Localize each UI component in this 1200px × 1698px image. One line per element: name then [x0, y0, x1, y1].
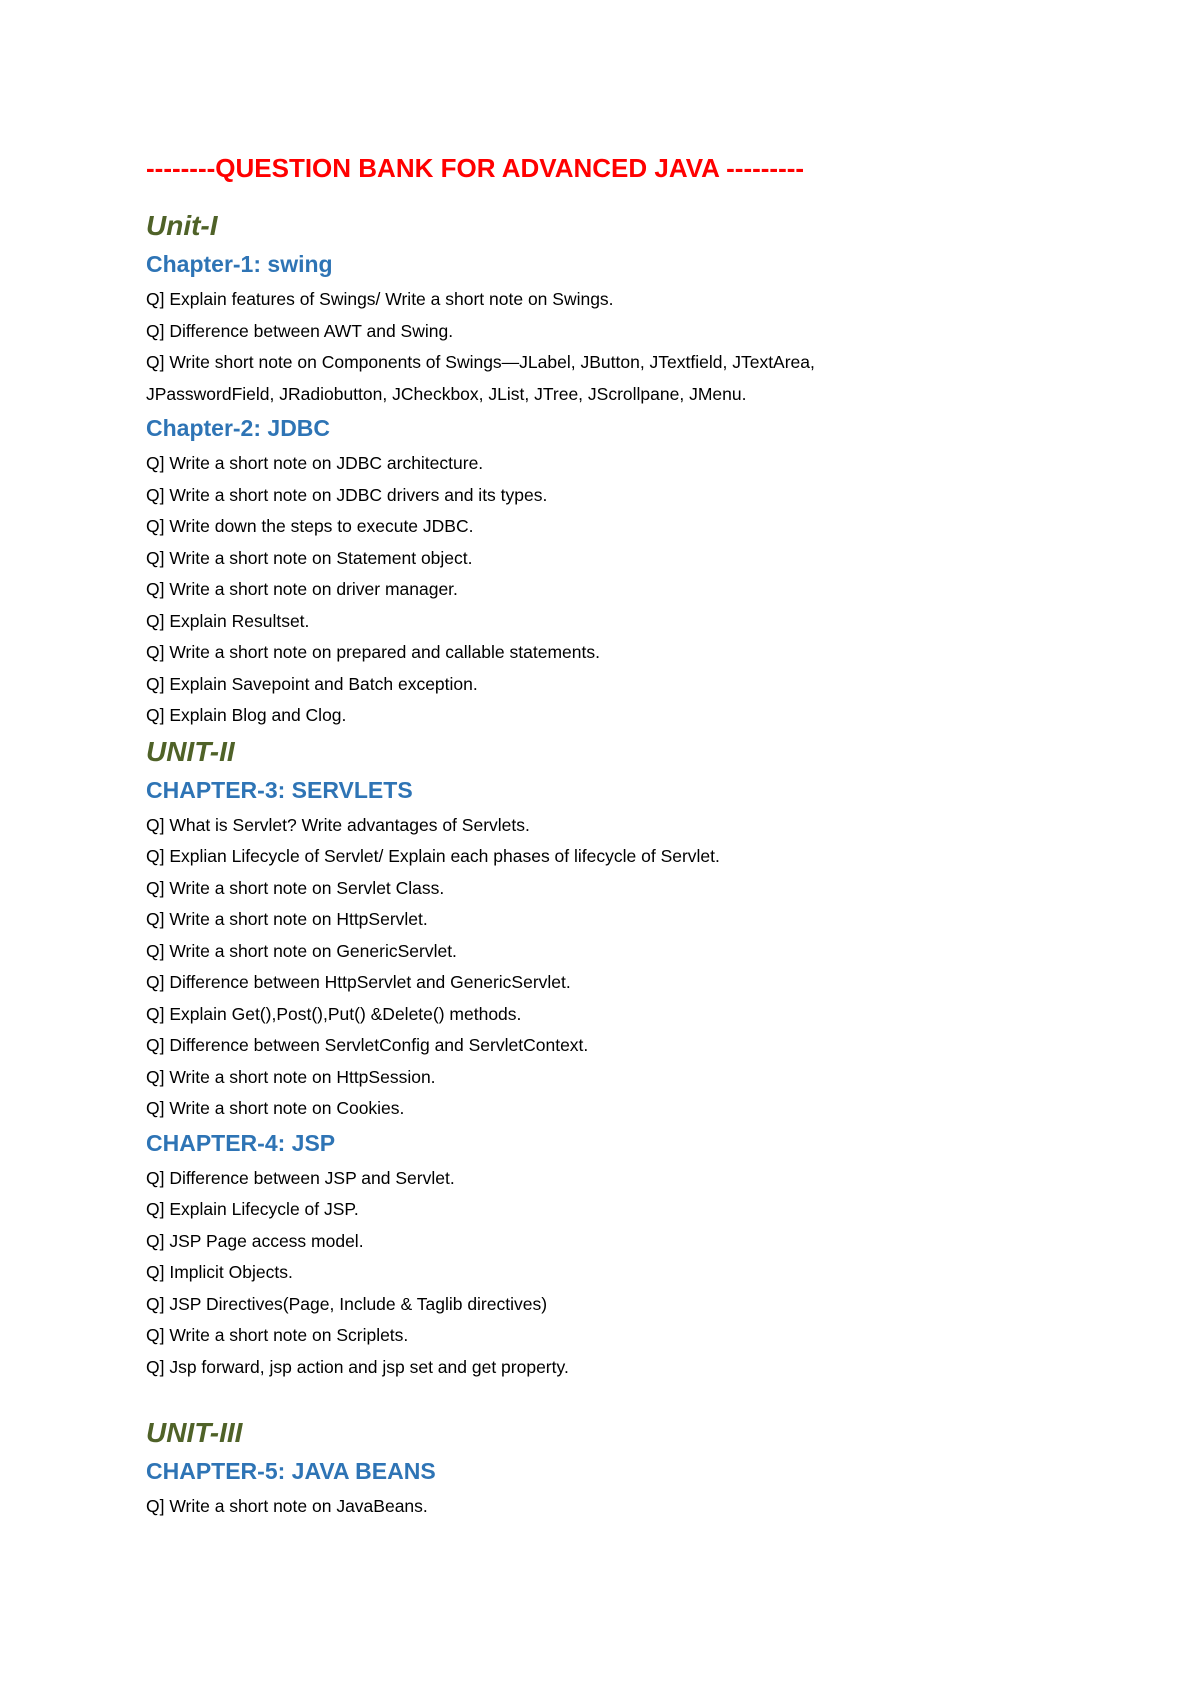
question-item: Q] JSP Page access model. [146, 1230, 364, 1251]
question-item: Q] Write a short note on Scriplets. [146, 1325, 409, 1345]
document-page [146, 150, 1096, 1525]
question-item: Q] JSP Directives(Page, Include & Taglib directives) [146, 1293, 548, 1314]
question-item: Q] Explain Get(),Post(),Put() &Delete() methods. [146, 1003, 522, 1024]
unit-heading: UNIT-II [146, 735, 235, 767]
question-item: Q] Explain Blog and Clog. [146, 705, 347, 725]
question-item: Q] Write a short note on prepared and callable statements. [146, 642, 600, 662]
question-item: Q] Difference between JSP and Servlet. [146, 1167, 455, 1188]
question-item: Q] Write a short note on JDBC architecture. [146, 453, 484, 473]
unit-section [146, 1415, 1096, 1523]
unit-section [146, 734, 1096, 1384]
question-item: Q] Write a short note on Servlet Class. [146, 877, 445, 898]
unit-heading: Unit-I [146, 210, 218, 241]
question-item: Q] Explian Lifecycle of Servlet/ Explain each phases of lifecycle of Servlet. [146, 846, 720, 866]
chapter-heading: Chapter-2: JDBC [146, 415, 331, 441]
question-item: Q] Explain Resultset. [146, 610, 310, 631]
question-item: Q] Write a short note on HttpSession. [146, 1066, 436, 1087]
question-item: Q] Write a short note on Cookies. [146, 1098, 405, 1118]
chapter-heading: CHAPTER-4: JSP [146, 1129, 336, 1156]
chapter-heading: CHAPTER-3: SERVLETS [146, 776, 413, 803]
unit-section [146, 208, 1096, 732]
chapter-section [146, 1127, 1096, 1384]
chapter-section [146, 412, 1096, 732]
question-item: Q] Difference between AWT and Swing. [146, 320, 454, 341]
question-item: Q] Difference between HttpServlet and GenericServlet. [146, 972, 571, 992]
question-item: Q] What is Servlet? Write advantages of Servlets. [146, 814, 530, 835]
question-item: Q] Write a short note on driver manager. [146, 579, 458, 599]
question-item: Q] Write short note on Components of Swings—JLabel, JButton, JTextfield, JTextArea, [146, 352, 815, 372]
question-item: Q] Implicit Objects. [146, 1262, 293, 1282]
chapter-section [146, 248, 1096, 410]
question-item: Q] Write a short note on JavaBeans. [146, 1496, 428, 1516]
question-item: JPasswordField, JRadiobutton, JCheckbox, JList, JTree, JScrollpane, JMenu. [146, 383, 747, 404]
question-item: Q] Write a short note on HttpServlet. [146, 909, 428, 929]
spacer [146, 1385, 1096, 1415]
question-item: Q] Explain features of Swings/ Write a short note on Swings. [146, 289, 614, 309]
question-item: Q] Write a short note on JDBC drivers and its types. [146, 484, 548, 505]
chapter-heading: Chapter-1: swing [146, 251, 333, 277]
document-title: --------QUESTION BANK FOR ADVANCED JAVA --------- [146, 153, 805, 183]
question-item: Q] Write down the steps to execute JDBC. [146, 516, 474, 536]
question-item: Q] Write a short note on GenericServlet. [146, 940, 457, 961]
unit-heading: UNIT-III [146, 1417, 243, 1448]
question-item: Q] Difference between ServletConfig and ServletContext. [146, 1035, 589, 1055]
chapter-section [146, 774, 1096, 1125]
chapter-section [146, 1455, 1096, 1523]
question-item: Q] Explain Savepoint and Batch exception. [146, 673, 478, 694]
question-item: Q] Explain Lifecycle of JSP. [146, 1199, 359, 1219]
chapter-heading: CHAPTER-5: JAVA BEANS [146, 1458, 436, 1484]
question-item: Q] Jsp forward, jsp action and jsp set and get property. [146, 1356, 569, 1377]
question-item: Q] Write a short note on Statement object. [146, 547, 473, 568]
